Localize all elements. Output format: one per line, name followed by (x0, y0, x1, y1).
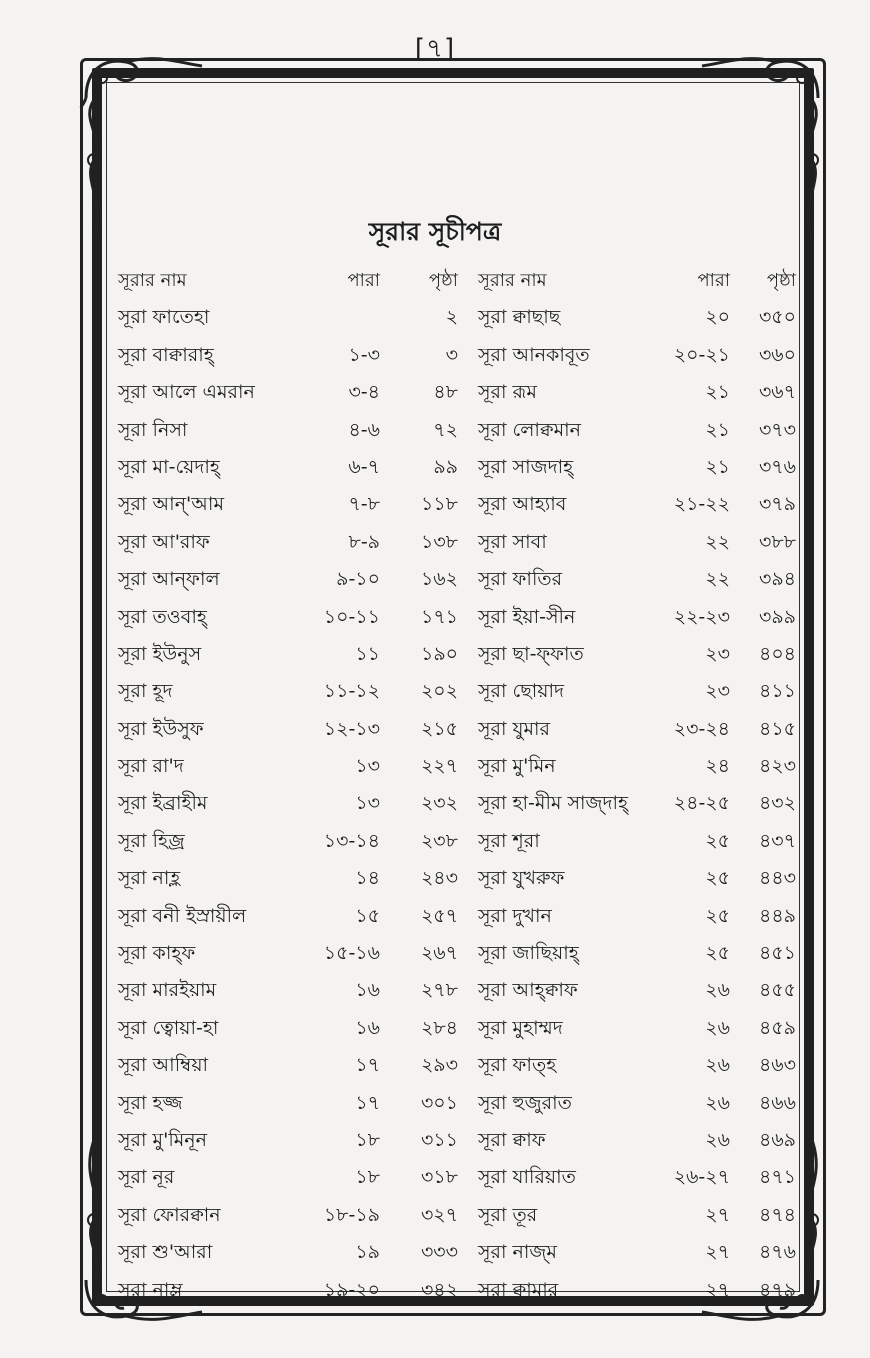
toc-name: সূরা হা-মীম সাজ্দাহ্ (478, 792, 629, 815)
toc-row (118, 1159, 458, 1196)
toc-page: ৩৩৩ (420, 1241, 458, 1264)
toc-para: ২৬-২৭ (673, 1166, 730, 1189)
toc-name: সূরা মু'মিন (478, 755, 556, 778)
toc-row (118, 449, 458, 486)
toc-row (118, 337, 458, 374)
toc-row (478, 1234, 796, 1271)
toc-name: সূরা বাক্বারাহ্ (118, 343, 214, 366)
toc-para: ১৯ (355, 1241, 380, 1264)
toc-page: ২ (445, 306, 458, 329)
toc-page: ২৩৮ (420, 829, 458, 852)
toc-page: ৪১৫ (759, 717, 796, 740)
toc-name: সূরা ছোয়াদ (478, 680, 564, 703)
toc-para: ১-৩ (348, 343, 380, 366)
toc-page: ৪৩৭ (758, 829, 796, 852)
toc-header-row (478, 262, 796, 299)
toc-name: সূরা নূর (118, 1166, 175, 1189)
header-name: সূরার নাম (478, 270, 547, 291)
toc-para: ২৬ (705, 1054, 730, 1077)
corner-ornament-icon (698, 48, 828, 108)
toc-name: সূরা আহ্ক্বাফ (478, 979, 578, 1002)
toc-page: ৪৭১ (758, 1166, 796, 1189)
page-number: [৭] (414, 34, 456, 64)
toc-para: ১৩ (355, 755, 380, 778)
toc-name: সূরা যারিয়াত (478, 1166, 576, 1189)
header-para: পারা (697, 270, 730, 291)
toc-row (478, 972, 796, 1009)
toc-row (118, 1010, 458, 1047)
toc-para: ৬-৭ (348, 455, 380, 478)
toc-para: ২৪-২৫ (673, 792, 730, 815)
toc-para: ২২ (705, 568, 730, 591)
toc-name: সূরা আহ্যাব (478, 493, 567, 516)
page-title: সূরার সূচীপত্র (368, 217, 502, 246)
toc-name: সূরা আ'রাফ (118, 530, 210, 553)
toc-para: ১২-১৩ (323, 717, 380, 740)
toc-row (118, 412, 458, 449)
toc-para: ২১-২২ (673, 493, 730, 516)
toc-name: সূরা ফাতির (478, 568, 563, 591)
toc-name: সূরা লোক্বমান (478, 418, 581, 441)
toc-row (478, 898, 796, 935)
toc-name: সূরা ফাতেহা (118, 306, 210, 329)
toc-row (118, 1047, 458, 1084)
toc-row (118, 1122, 458, 1159)
toc-row (118, 860, 458, 897)
toc-page: ২০২ (420, 680, 458, 703)
toc-para: ২৫ (705, 942, 730, 965)
toc-name: সূরা শু'আরা (118, 1241, 213, 1264)
toc-page: ৪৫৫ (759, 979, 796, 1002)
toc-para: ২৩ (705, 642, 730, 665)
toc-page: ৪৭৬ (758, 1241, 796, 1264)
toc-name: সূরা হুজুরাত (478, 1091, 572, 1114)
toc-page: ৯৯ (433, 455, 458, 478)
toc-para: ১৩ (355, 792, 380, 815)
toc-name: সূরা রা'দ (118, 755, 184, 778)
toc-para: ২৬ (705, 1016, 730, 1039)
toc-para: ২৬ (705, 1091, 730, 1114)
toc-name: সূরা কাহ্ফ (118, 942, 196, 965)
toc-para: ২০-২১ (673, 343, 730, 366)
toc-para: ৪-৬ (348, 418, 380, 441)
toc-name: সূরা আন্ফাল (118, 568, 220, 591)
toc-page: ১৭১ (420, 605, 458, 628)
toc-row (478, 860, 796, 897)
toc-name: সূরা ইব্রাহীম (118, 792, 208, 815)
toc-name: সূরা বনী ইস্রায়ীল (118, 904, 247, 927)
toc-name: সূরা ফাত্হ (478, 1054, 557, 1077)
toc-para: ১৮ (355, 1166, 380, 1189)
toc-row (118, 561, 458, 598)
toc-page: ৩৯৯ (758, 605, 796, 628)
toc-page: ৪৫৯ (759, 1016, 796, 1039)
toc-page: ৪৬৯ (758, 1128, 796, 1151)
toc-page: ৪২৩ (758, 755, 796, 778)
toc-name: সূরা ইউসুফ (118, 717, 204, 740)
toc-row (478, 785, 796, 822)
toc-row (118, 748, 458, 785)
toc-name: সূরা শূরা (478, 829, 540, 852)
side-ornament-icon (794, 1140, 830, 1280)
toc-name: সূরা ক্বাছাছ (478, 306, 561, 329)
toc-row (118, 636, 458, 673)
toc-row (478, 486, 796, 523)
toc-name: সূরা নাম্ল (118, 1278, 183, 1301)
toc-para: ১৩-১৪ (323, 829, 380, 852)
toc-name: সূরা ক্বামার (478, 1278, 559, 1301)
toc-page: ৩ (445, 343, 458, 366)
toc-name: সূরা তূর (478, 1203, 538, 1226)
header-page: পৃষ্ঠা (766, 270, 796, 291)
toc-page: ৩২৭ (420, 1203, 458, 1226)
toc-para: ৮-৯ (348, 530, 380, 553)
toc-name: সূরা আলে এমরান (118, 381, 255, 404)
toc-name: সূরা মারইয়াম (118, 979, 217, 1002)
toc-row (478, 748, 796, 785)
toc-row (478, 711, 796, 748)
toc-para: ২২ (705, 530, 730, 553)
toc-row (478, 1010, 796, 1047)
toc-row (478, 823, 796, 860)
toc-page: ৪৩২ (758, 792, 796, 815)
toc-page: ৩৭৩ (758, 418, 796, 441)
toc-para: ১১ (355, 642, 380, 665)
toc-row (478, 1047, 796, 1084)
toc-name: সূরা নাহ্ল (118, 867, 181, 890)
toc-name: সূরা দুখান (478, 904, 552, 927)
toc-name: সূরা মু'মিনূন (118, 1128, 207, 1151)
toc-name: সূরা নাজ্ম (478, 1241, 557, 1264)
toc-row (118, 1197, 458, 1234)
toc-para: ২৭ (705, 1278, 730, 1301)
toc-row (118, 599, 458, 636)
toc-name: সূরা তওবাহ্ (118, 605, 207, 628)
toc-para: ৭-৮ (348, 493, 380, 516)
toc-row (478, 1085, 796, 1122)
toc-para: ৯-১০ (336, 568, 380, 591)
header-para: পারা (347, 270, 380, 291)
toc-name: সূরা যুমার (478, 717, 551, 740)
toc-page: ৩১৮ (420, 1166, 458, 1189)
toc-name: সূরা যুখরুফ (478, 867, 565, 890)
toc-name: সূরা হজ্জ (118, 1091, 183, 1114)
toc-para: ২৭ (705, 1241, 730, 1264)
toc-name: সূরা ইয়া-সীন (478, 605, 576, 628)
toc-para: ২১ (705, 381, 730, 404)
toc-page: ১৬২ (420, 568, 458, 591)
toc-row (118, 972, 458, 1009)
corner-ornament-icon (76, 48, 206, 108)
toc-page: ২৫৭ (420, 904, 458, 927)
toc-page: ৪৮ (433, 381, 458, 404)
toc-name: সূরা আন্'আম (118, 493, 224, 516)
toc-para: ২২-২৩ (673, 605, 730, 628)
toc-page: ৩৭৬ (758, 455, 796, 478)
toc-para: ২৩-২৪ (673, 717, 730, 740)
toc-para: ১০-১১ (323, 605, 380, 628)
toc-name: সূরা ফোরক্বান (118, 1203, 221, 1226)
toc-row (478, 374, 796, 411)
toc-name: সূরা রূম (478, 381, 537, 404)
toc-page: ২৬৭ (420, 942, 458, 965)
toc-name: সূরা ছা-ফ্ফাত (478, 642, 584, 665)
toc-row (118, 486, 458, 523)
toc-para: ১৬ (355, 1016, 380, 1039)
toc-row (478, 1197, 796, 1234)
toc-name: সূরা আনকাবূত (478, 343, 590, 366)
toc-para: ৩-৪ (348, 381, 380, 404)
toc-page: ৪৭৪ (758, 1203, 796, 1226)
toc-row (478, 524, 796, 561)
toc-name: সূরা হিজ্র (118, 829, 185, 852)
toc-name: সূরা ক্বাফ (478, 1128, 546, 1151)
toc-page: ৩৮৮ (758, 530, 796, 553)
toc-page: ১৩৮ (420, 530, 458, 553)
toc-row (478, 673, 796, 710)
toc-para: ১৮-১৯ (323, 1203, 380, 1226)
toc-name: সূরা মা-য়েদাহ্ (118, 455, 220, 478)
toc-row (118, 374, 458, 411)
toc-para: ১১-১২ (323, 680, 380, 703)
toc-page: ৩৬০ (758, 343, 796, 366)
toc-page: ২৭৮ (420, 979, 458, 1002)
toc-page: ২৩২ (420, 792, 458, 815)
toc-page: ৪০৪ (758, 642, 796, 665)
toc-row (478, 1122, 796, 1159)
toc-row (478, 935, 796, 972)
toc-page: ২৯৩ (420, 1054, 458, 1077)
toc-name: সূরা ত্বোয়া-হা (118, 1016, 219, 1039)
toc-name: সূরা জাছিয়াহ্ (478, 942, 579, 965)
toc-page: ২৪৩ (420, 867, 458, 890)
toc-row (118, 299, 458, 336)
toc-para: ২০ (705, 306, 730, 329)
side-ornament-icon (76, 1140, 112, 1280)
toc-row (478, 337, 796, 374)
toc-row (118, 1085, 458, 1122)
toc-row (118, 1272, 458, 1309)
toc-row (478, 1159, 796, 1196)
toc-para: ২৭ (705, 1203, 730, 1226)
toc-page: ৪৬৩ (758, 1054, 796, 1077)
toc-para: ১৮ (355, 1128, 380, 1151)
toc-page: ২১৫ (420, 717, 458, 740)
toc-row (478, 449, 796, 486)
toc-para: ২৬ (705, 1128, 730, 1151)
toc-name: সূরা সাজদাহ্ (478, 455, 574, 478)
toc-name: সূরা মুহাম্মদ (478, 1016, 563, 1039)
toc-row (118, 935, 458, 972)
toc-page: ৭২ (433, 418, 458, 441)
toc-para: ১৪ (355, 867, 380, 890)
toc-page: ৪৪৩ (758, 867, 796, 890)
toc-para: ১৭ (355, 1054, 380, 1077)
toc-para: ২৫ (705, 829, 730, 852)
toc-row (118, 785, 458, 822)
toc-header-row (118, 262, 458, 299)
toc-row (118, 673, 458, 710)
toc-column-left (118, 262, 458, 1309)
toc-page: ২৮৪ (420, 1016, 458, 1039)
toc-para: ১৫-১৬ (323, 942, 380, 965)
toc-page: ২২৭ (420, 755, 458, 778)
toc-row (118, 524, 458, 561)
toc-para: ১৫ (355, 904, 380, 927)
toc-page: ১৯০ (420, 642, 458, 665)
toc-para: ২৬ (705, 979, 730, 1002)
toc-name: সূরা ইউনুস (118, 642, 202, 665)
header-name: সূরার নাম (118, 270, 187, 291)
toc-page: ৪১১ (759, 680, 796, 703)
toc-name: সূরা নিসা (118, 418, 188, 441)
toc-row (478, 299, 796, 336)
toc-row (478, 1272, 796, 1309)
toc-row (478, 599, 796, 636)
toc-page: ১১৮ (421, 493, 458, 516)
toc-page: ৩৭৯ (758, 493, 796, 516)
toc-page: ৪৭৯ (758, 1278, 796, 1301)
toc-para: ২১ (705, 455, 730, 478)
toc-para: ১৭ (355, 1091, 380, 1114)
toc-page: ৩৫০ (758, 306, 796, 329)
toc-name: সূরা সাবা (478, 530, 547, 553)
toc-para: ২৩ (705, 680, 730, 703)
toc-page: ৪৫১ (759, 942, 796, 965)
toc-page: ৪৪৯ (759, 904, 796, 927)
toc-row (118, 898, 458, 935)
toc-row (478, 412, 796, 449)
toc-para: ২৫ (705, 867, 730, 890)
toc-row (118, 823, 458, 860)
toc-row (118, 1234, 458, 1271)
toc-row (478, 636, 796, 673)
toc-page: ৩১১ (420, 1128, 458, 1151)
toc-page: ৩০১ (420, 1091, 458, 1114)
toc-row (118, 711, 458, 748)
toc-name: সূরা আম্বিয়া (118, 1054, 209, 1077)
toc-column-right (478, 262, 796, 1309)
toc-para: ১৬ (355, 979, 380, 1002)
toc-page: ৪৬৬ (758, 1091, 796, 1114)
toc-para: ২৪ (705, 755, 730, 778)
toc-para: ২১ (705, 418, 730, 441)
toc-para: ২৫ (705, 904, 730, 927)
toc-page: ৩৯৪ (758, 568, 796, 591)
toc-row (478, 561, 796, 598)
toc-page: ৩৬৭ (758, 381, 796, 404)
toc-page: ৩৪২ (420, 1278, 458, 1301)
toc-para: ১৯-২০ (323, 1278, 380, 1301)
toc-name: সূরা হূদ (118, 680, 173, 703)
header-page: পৃষ্ঠা (428, 270, 458, 291)
